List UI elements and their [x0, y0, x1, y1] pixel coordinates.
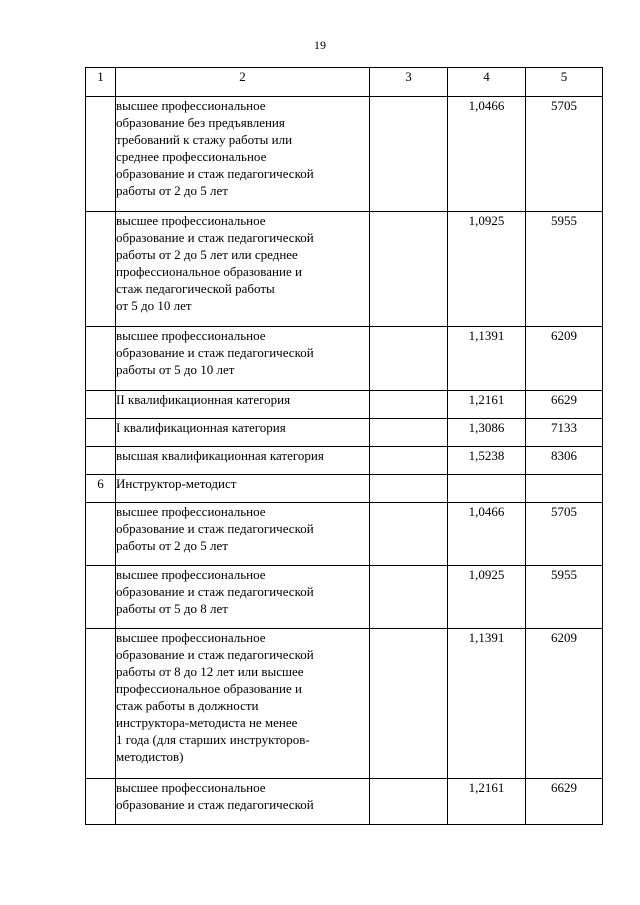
row-coefficient: 1,1391	[448, 327, 526, 391]
row-salary: 6629	[526, 779, 603, 825]
table-row	[86, 779, 603, 825]
row-col3	[370, 97, 448, 212]
table-row	[86, 447, 603, 475]
row-salary: 5705	[526, 503, 603, 566]
row-coefficient: 1,1391	[448, 629, 526, 779]
row-description: II квалификационная категория	[116, 391, 370, 419]
table-row	[86, 503, 603, 566]
header-col-4: 4	[448, 68, 526, 97]
row-description: высшая квалификационная категория	[116, 447, 370, 475]
table-row	[86, 566, 603, 629]
header-col-5: 5	[526, 68, 603, 97]
row-coefficient: 1,0925	[448, 212, 526, 327]
row-description: высшее профессиональное образование без предъявления требований к стажу работы или среднее профессиональное образование и стаж педагогической работы от 2 до 5 лет	[116, 97, 370, 212]
row-description: Инструктор-методист	[116, 475, 370, 503]
table-header-row	[86, 68, 603, 97]
row-salary: 7133	[526, 419, 603, 447]
row-col3	[370, 779, 448, 825]
row-col3	[370, 629, 448, 779]
row-coefficient	[448, 475, 526, 503]
row-number	[86, 97, 116, 212]
row-description: высшее профессиональное образование и стаж педагогической	[116, 779, 370, 825]
row-description: высшее профессиональное образование и стаж педагогической работы от 5 до 10 лет	[116, 327, 370, 391]
row-col3	[370, 503, 448, 566]
row-number: 6	[86, 475, 116, 503]
row-coefficient: 1,0466	[448, 503, 526, 566]
row-coefficient: 1,2161	[448, 779, 526, 825]
row-number	[86, 327, 116, 391]
row-coefficient: 1,2161	[448, 391, 526, 419]
header-col-1: 1	[86, 68, 116, 97]
row-col3	[370, 327, 448, 391]
table-row	[86, 212, 603, 327]
row-number	[86, 503, 116, 566]
row-number	[86, 447, 116, 475]
table-row	[86, 475, 603, 503]
table-row	[86, 97, 603, 212]
row-salary: 8306	[526, 447, 603, 475]
table-row	[86, 391, 603, 419]
row-salary: 6209	[526, 629, 603, 779]
row-col3	[370, 419, 448, 447]
row-coefficient: 1,3086	[448, 419, 526, 447]
row-number	[86, 629, 116, 779]
table-row	[86, 327, 603, 391]
row-number	[86, 212, 116, 327]
row-col3	[370, 566, 448, 629]
page-number: 19	[314, 38, 326, 52]
row-description: высшее профессиональное образование и стаж педагогической работы от 2 до 5 лет	[116, 503, 370, 566]
row-description: высшее профессиональное образование и стаж педагогической работы от 2 до 5 лет или среднее профессиональное образование и стаж педагогической работы от 5 до 10 лет	[116, 212, 370, 327]
row-col3	[370, 212, 448, 327]
row-salary: 5955	[526, 566, 603, 629]
row-salary: 5705	[526, 97, 603, 212]
row-col3	[370, 475, 448, 503]
row-number	[86, 391, 116, 419]
salary-table	[85, 67, 603, 825]
row-number	[86, 566, 116, 629]
row-description: I квалификационная категория	[116, 419, 370, 447]
table-row	[86, 419, 603, 447]
row-salary: 6209	[526, 327, 603, 391]
row-coefficient: 1,0466	[448, 97, 526, 212]
row-number	[86, 779, 116, 825]
row-description: высшее профессиональное образование и стаж педагогической работы от 8 до 12 лет или высшее профессиональное образование и стаж работы в должности инструктора-методиста не менее 1 года (для старших инструкторов- методистов)	[116, 629, 370, 779]
row-salary: 6629	[526, 391, 603, 419]
row-coefficient: 1,5238	[448, 447, 526, 475]
row-description: высшее профессиональное образование и стаж педагогической работы от 5 до 8 лет	[116, 566, 370, 629]
row-col3	[370, 447, 448, 475]
row-number	[86, 419, 116, 447]
header-col-2: 2	[116, 68, 370, 97]
row-salary: 5955	[526, 212, 603, 327]
row-salary	[526, 475, 603, 503]
table-row	[86, 629, 603, 779]
row-coefficient: 1,0925	[448, 566, 526, 629]
header-col-3: 3	[370, 68, 448, 97]
row-col3	[370, 391, 448, 419]
